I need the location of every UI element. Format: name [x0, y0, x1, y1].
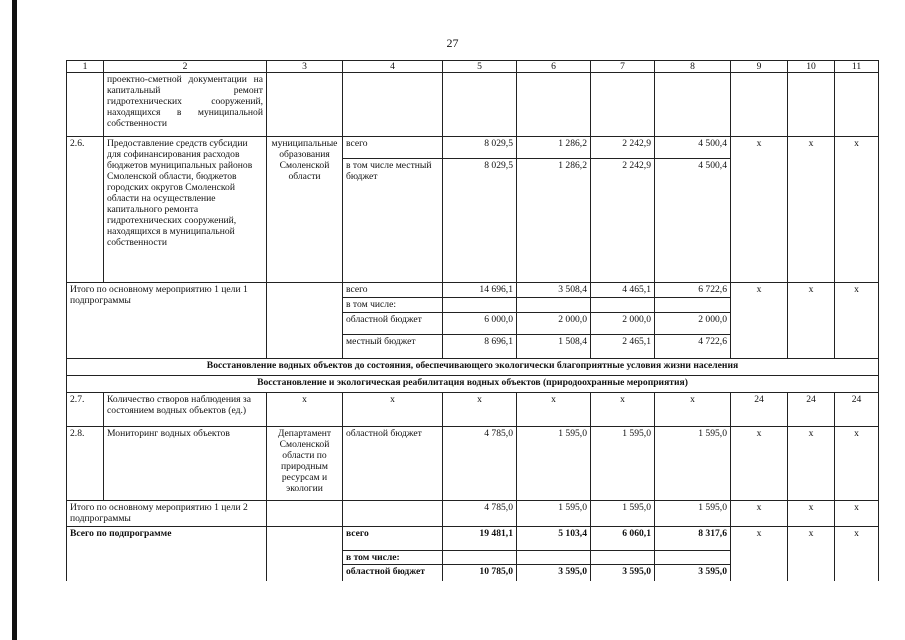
value-cell: 4 785,0: [443, 427, 517, 501]
col-header: 4: [343, 61, 443, 73]
col-header: 1: [67, 61, 104, 73]
funding-source: всего: [343, 283, 443, 298]
table-row: [67, 73, 879, 137]
value-cell: 2 465,1: [591, 335, 655, 359]
x-cell: х: [731, 527, 788, 581]
row-number: 2.6.: [67, 137, 104, 283]
value-cell: 3 595,0: [655, 565, 731, 581]
x-cell: х: [591, 393, 655, 427]
value-cell: 2 000,0: [655, 313, 731, 335]
target-value: 24: [731, 393, 788, 427]
col-header: 7: [591, 61, 655, 73]
x-cell: х: [835, 283, 879, 359]
x-cell: х: [788, 501, 835, 527]
value-cell: 5 103,4: [517, 527, 591, 551]
value-cell: 6 722,6: [655, 283, 731, 298]
funding-source: всего: [343, 527, 443, 551]
col-header: 8: [655, 61, 731, 73]
value-cell: 8 029,5: [443, 159, 517, 283]
value-cell: 4 465,1: [591, 283, 655, 298]
budget-table: [66, 60, 879, 581]
value-cell: 6 000,0: [443, 313, 517, 335]
x-cell: х: [835, 527, 879, 581]
funding-source: в том числе местный бюджет: [343, 159, 443, 283]
row-number: 2.8.: [67, 427, 104, 501]
value-cell: 3 508,4: [517, 283, 591, 298]
col-header: 5: [443, 61, 517, 73]
value-cell: 4 785,0: [443, 501, 517, 527]
funding-source: областной бюджет: [343, 565, 443, 581]
funding-source: местный бюджет: [343, 335, 443, 359]
measure-name: Количество створов наблюдения за состоянием водных объектов (ед.): [104, 393, 267, 427]
value-cell: 1 595,0: [517, 501, 591, 527]
value-cell: 3 595,0: [517, 565, 591, 581]
funding-source: областной бюджет: [343, 313, 443, 335]
table-row: [67, 137, 879, 159]
section-row: [67, 359, 879, 376]
table-row: [67, 427, 879, 501]
measure-name: Предоставление средств субсидии для софинансирования расходов бюджетов муниципальных районов Смоленской области, бюджетов городских округов Смоленской области на осуществление капитального ремонта гидротехнических сооружений, находящихся в муниципальной собственности: [104, 137, 267, 283]
value-cell: 4 500,4: [655, 159, 731, 283]
executor: Департамент Смоленской области по природным ресурсам и экологии: [267, 427, 343, 501]
value-cell: 1 508,4: [517, 335, 591, 359]
measure-name: проектно-сметной документации на капитальный ремонт гидротехнических сооружений, находящихся в муниципальной собственности: [104, 73, 267, 137]
header-row: [67, 61, 879, 73]
x-cell: х: [788, 427, 835, 501]
col-header: 3: [267, 61, 343, 73]
col-header: 9: [731, 61, 788, 73]
value-cell: 1 595,0: [591, 501, 655, 527]
col-header: 11: [835, 61, 879, 73]
x-cell: х: [835, 427, 879, 501]
total-label: Итого по основному мероприятию 1 цели 1 подпрограммы: [67, 283, 267, 359]
value-cell: 1 286,2: [517, 159, 591, 283]
x-cell: х: [731, 427, 788, 501]
value-cell: 8 696,1: [443, 335, 517, 359]
value-cell: 2 242,9: [591, 159, 655, 283]
value-cell: 19 481,1: [443, 527, 517, 551]
value-cell: 2 000,0: [591, 313, 655, 335]
x-cell: х: [788, 527, 835, 581]
value-cell: 14 696,1: [443, 283, 517, 298]
target-value: 24: [788, 393, 835, 427]
col-header: 2: [104, 61, 267, 73]
grand-total-label: Всего по подпрограмме: [67, 527, 267, 581]
value-cell: 1 595,0: [655, 427, 731, 501]
funding-source: всего: [343, 137, 443, 159]
x-cell: х: [443, 393, 517, 427]
target-value: 24: [835, 393, 879, 427]
value-cell: 8 317,6: [655, 527, 731, 551]
value-cell: 2 242,9: [591, 137, 655, 159]
table-row: [67, 527, 879, 551]
x-cell: х: [731, 137, 788, 283]
row-number: 2.7.: [67, 393, 104, 427]
value-cell: 1 595,0: [655, 501, 731, 527]
table-row: [67, 283, 879, 298]
value-cell: 8 029,5: [443, 137, 517, 159]
executor: муниципальные образования Смоленской области: [267, 137, 343, 283]
x-cell: х: [835, 137, 879, 283]
funding-source: областной бюджет: [343, 427, 443, 501]
funding-source: в том числе:: [343, 298, 443, 313]
value-cell: 4 722,6: [655, 335, 731, 359]
x-cell: х: [835, 501, 879, 527]
x-cell: х: [343, 393, 443, 427]
table-row: [67, 501, 879, 527]
page-number: 27: [446, 36, 459, 50]
value-cell: 1 595,0: [591, 427, 655, 501]
value-cell: 4 500,4: [655, 137, 731, 159]
section-heading: Восстановление и экологическая реабилитация водных объектов (природоохранные мероприятия): [67, 376, 879, 393]
x-cell: х: [655, 393, 731, 427]
x-cell: х: [788, 283, 835, 359]
x-cell: х: [267, 393, 343, 427]
value-cell: 3 595,0: [591, 565, 655, 581]
total-label: Итого по основному мероприятию 1 цели 2 подпрограммы: [67, 501, 267, 527]
left-margin-bar: [12, 0, 17, 640]
value-cell: 1 595,0: [517, 427, 591, 501]
x-cell: х: [517, 393, 591, 427]
col-header: 10: [788, 61, 835, 73]
x-cell: х: [788, 137, 835, 283]
table-row: [67, 393, 879, 427]
funding-source: в том числе:: [343, 551, 443, 565]
value-cell: 2 000,0: [517, 313, 591, 335]
value-cell: 6 060,1: [591, 527, 655, 551]
value-cell: 10 785,0: [443, 565, 517, 581]
x-cell: х: [731, 283, 788, 359]
col-header: 6: [517, 61, 591, 73]
section-heading: Восстановление водных объектов до состояния, обеспечивающего экологически благоприятные условия жизни населения: [67, 359, 879, 376]
value-cell: 1 286,2: [517, 137, 591, 159]
x-cell: х: [731, 501, 788, 527]
section-row: [67, 376, 879, 393]
measure-name: Мониторинг водных объектов: [104, 427, 267, 501]
